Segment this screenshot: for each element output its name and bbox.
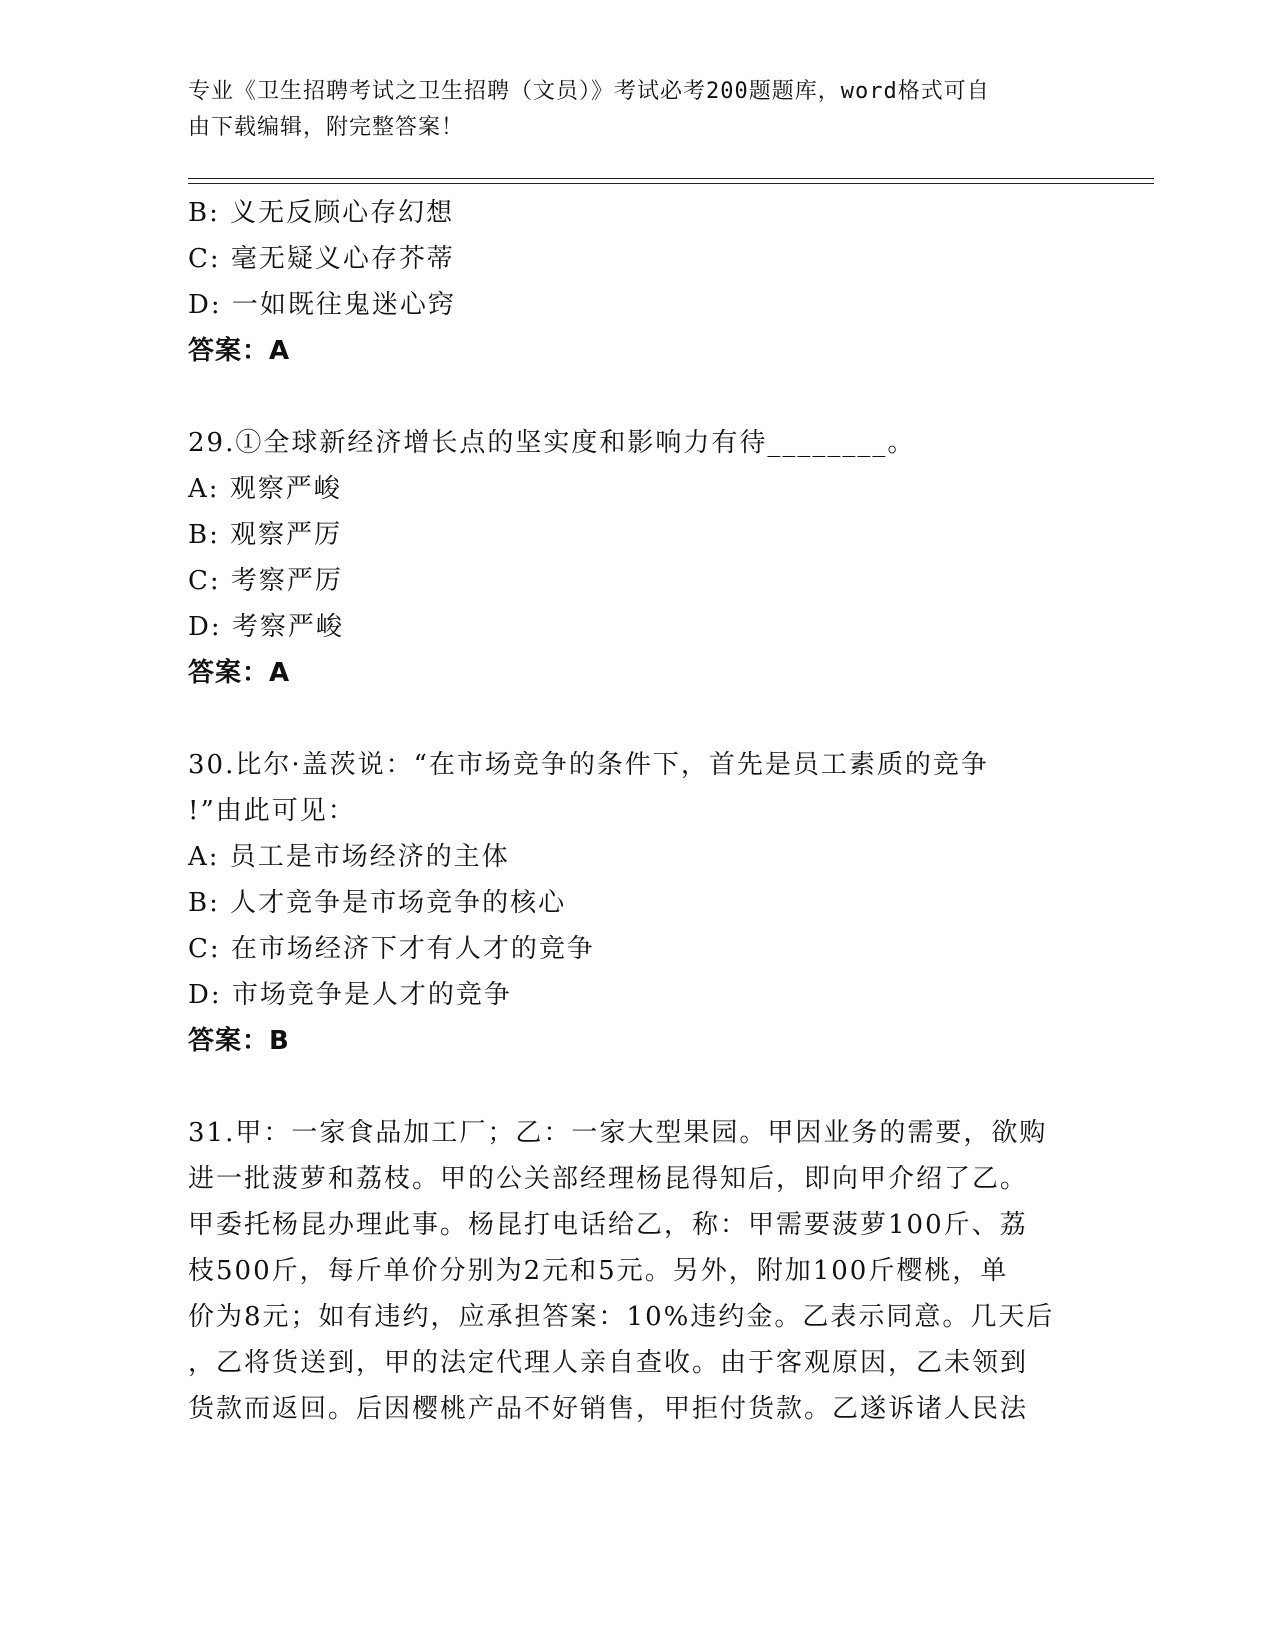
option-b: B: 人才竞争是市场竞争的核心 (188, 888, 567, 918)
spacer (188, 696, 1088, 742)
header-divider-bottom (188, 183, 1154, 184)
question-28-tail (188, 190, 1088, 374)
spacer (188, 374, 1088, 420)
question-stem-line-3: 甲委托杨昆办理此事。杨昆打电话给乙，称：甲需要菠萝100斤、荔 (188, 1210, 1028, 1240)
question-29 (188, 420, 1088, 696)
spacer (188, 1064, 1088, 1110)
option-d: D: 考察严峻 (188, 612, 344, 642)
question-stem: 29.①全球新经济增长点的坚实度和影响力有待________。 (188, 428, 916, 458)
question-stem-line-7: 货款而返回。后因樱桃产品不好销售，甲拒付货款。乙遂诉诸人民法 (188, 1394, 1029, 1424)
answer-line: 答案：A (188, 658, 291, 688)
option-c: C: 考察严厉 (188, 566, 343, 596)
option-c: C: 毫无疑义心存芥蒂 (188, 244, 455, 274)
question-stem-line-2: 进一批菠萝和荔枝。甲的公关部经理杨昆得知后，即向甲介绍了乙。 (188, 1164, 1029, 1194)
answer-line: 答案：A (188, 336, 291, 366)
question-30 (188, 742, 1088, 1064)
header-line-2: 由下载编辑，附完整答案！ (188, 115, 465, 140)
question-stem-line-2: !”由此可见： (188, 796, 356, 826)
question-stem-line-4: 枝500斤，每斤单价分别为2元和5元。另外，附加100斤樱桃，单 (188, 1256, 1009, 1286)
option-b: B: 观察严厉 (188, 520, 343, 550)
header-line-1: 专业《卫生招聘考试之卫生招聘（文员）》考试必考200题题库，word格式可自 (188, 79, 990, 104)
option-c: C: 在市场经济下才有人才的竞争 (188, 934, 595, 964)
question-stem-line-1: 31.甲：一家食品加工厂；乙：一家大型果园。甲因业务的需要，欲购 (188, 1118, 1048, 1148)
question-stem-line-5: 价为8元；如有违约，应承担答案：10%违约金。乙表示同意。几天后 (188, 1302, 1055, 1332)
option-b: B: 义无反顾心存幻想 (188, 198, 455, 228)
question-31 (188, 1110, 1088, 1432)
option-d: D: 市场竞争是人才的竞争 (188, 980, 512, 1010)
answer-line: 答案：B (188, 1026, 290, 1056)
question-stem-line-6: ，乙将货送到，甲的法定代理人亲自查收。由于客观原因，乙未领到 (188, 1348, 1029, 1378)
question-stem-line-1: 30.比尔·盖茨说：“在市场竞争的条件下，首先是员工素质的竞争 (188, 750, 989, 780)
option-d: D: 一如既往鬼迷心窍 (188, 290, 456, 320)
option-a: A: 观察严峻 (188, 474, 342, 504)
option-a: A: 员工是市场经济的主体 (188, 842, 510, 872)
question-content (188, 190, 1088, 1432)
header-divider-top (188, 178, 1154, 179)
page-header (188, 74, 1088, 146)
